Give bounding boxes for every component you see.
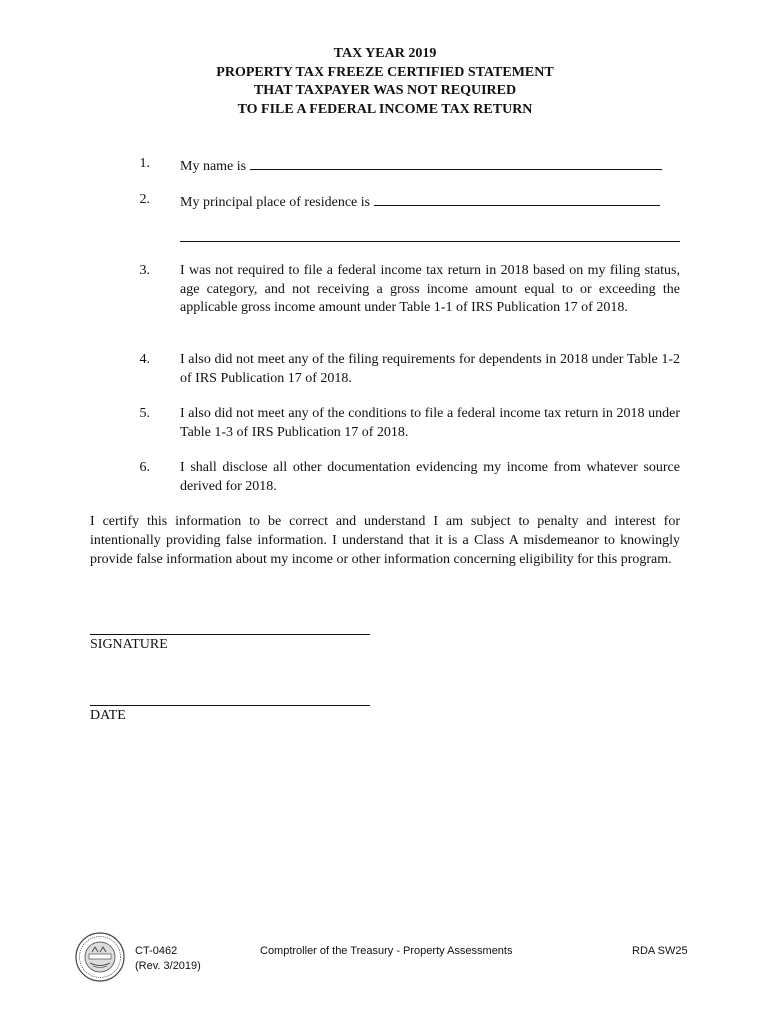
form-number-block	[135, 944, 201, 974]
title-line-2: PROPERTY TAX FREEZE CERTIFIED STATEMENT	[216, 64, 554, 80]
date-label: DATE	[90, 708, 126, 723]
title-line-3: THAT TAXPAYER WAS NOT REQUIRED	[253, 83, 517, 98]
residence-field[interactable]	[374, 191, 660, 206]
form-revision: (Rev. 3/2019)	[135, 960, 201, 972]
agency-name: Comptroller of the Treasury - Property Assessments	[260, 945, 513, 957]
item-text: My principal place of residence is	[180, 195, 371, 210]
item-number: 6.	[139, 460, 150, 475]
item-text: I shall disclose all other documentation evidencing my income from whatever source derived for 2018.	[180, 460, 680, 494]
item-text: My name is	[180, 159, 247, 174]
date-field[interactable]	[90, 705, 370, 706]
item-number: 2.	[139, 192, 150, 207]
state-seal-icon	[75, 932, 125, 982]
item-text: I also did not meet any of the conditions to file a federal income tax return in 2018 under Table 1-3 of IRS Publication 17 of 2018.	[180, 406, 680, 440]
certification-paragraph: I certify this information to be correct and understand I am subject to penalty and interest for intentionally providing false information. I understand that it is a Class A misdemeanor to knowingly provide false information about my income or other information concerning eligibility for this program.	[90, 514, 680, 567]
form-number: CT-0462	[135, 945, 178, 957]
form-code: RDA SW25	[632, 945, 688, 957]
title-line-4: TO FILE A FEDERAL INCOME TAX RETURN	[237, 101, 533, 117]
item-number: 3.	[139, 263, 150, 278]
form-title	[0, 45, 770, 119]
item-number: 4.	[139, 352, 150, 367]
title-line-1: TAX YEAR 2019	[333, 46, 437, 61]
signature-label: SIGNATURE	[90, 637, 168, 652]
item-text: I was not required to file a federal income tax return in 2018 based on my filing status, age category, and not receiving a gross income amount equal to or exceeding the applicable gross income amount under Table 1-1 of IRS Publication 17 of 2018.	[180, 263, 680, 315]
signature-field[interactable]	[90, 634, 370, 635]
item-text: I also did not meet any of the filing requirements for dependents in 2018 under Table 1-2 of IRS Publication 17 of 2018.	[180, 352, 680, 386]
item-number: 1.	[139, 156, 150, 171]
name-field[interactable]	[250, 155, 662, 170]
item-number: 5.	[139, 406, 150, 421]
residence-field-line-2[interactable]	[180, 241, 680, 242]
